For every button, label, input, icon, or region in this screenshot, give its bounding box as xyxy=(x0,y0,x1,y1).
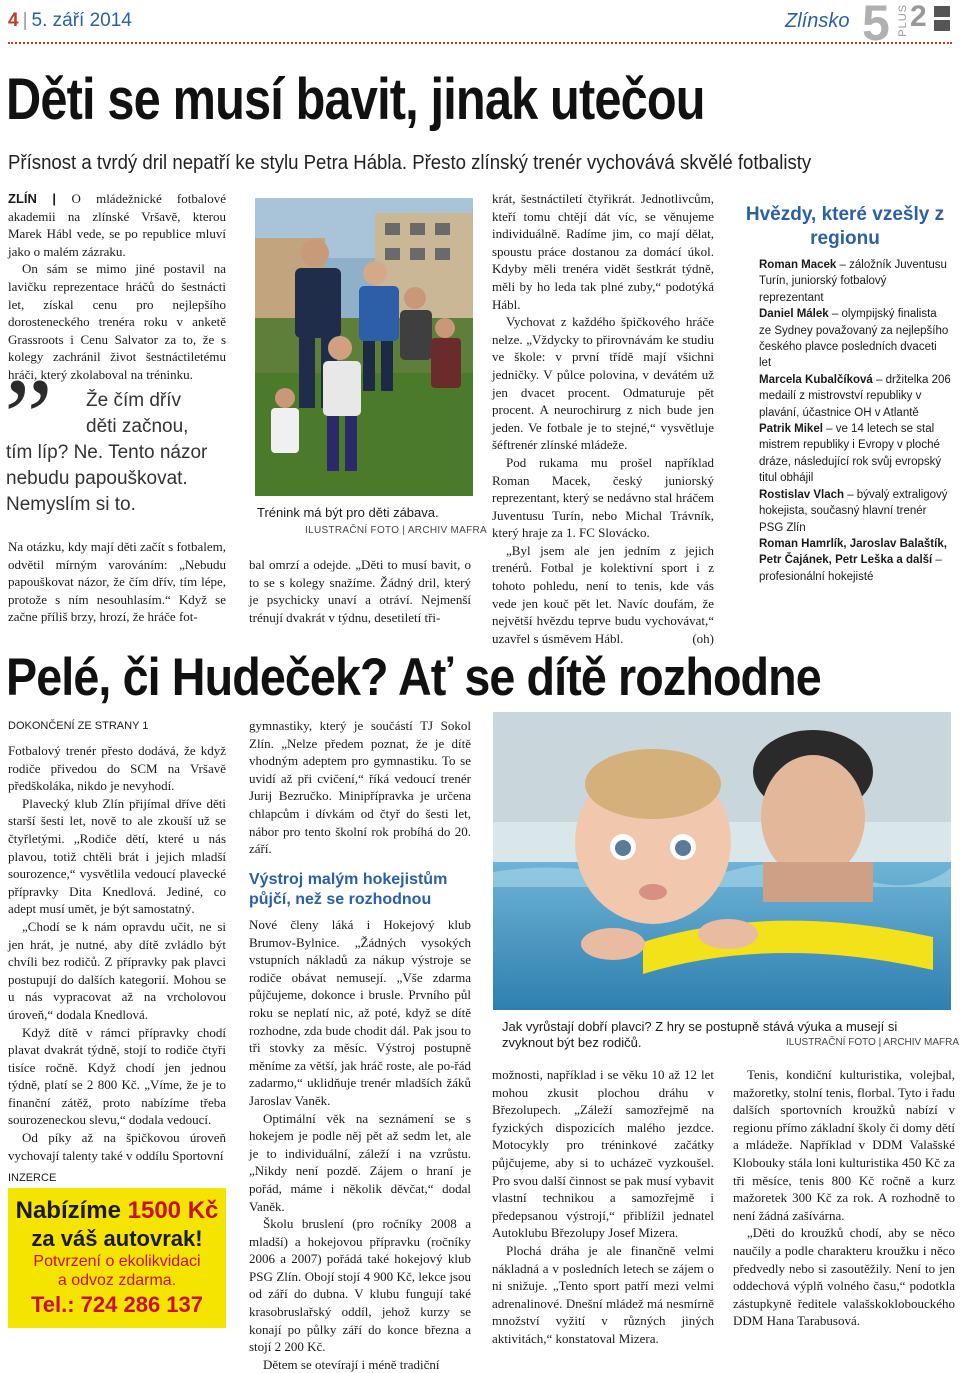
paragraph: „Byl jsem ale jen jedním z jejich trenérů. Fotbal je kolektivní sport i z tohoto pohledu, není to tenis, kde vás vede jen kouč pět let. Navíc doufám, že největší hvězdu teprve budu vychovávat,“ uzavřel s úsměvem Hábl. (oh) xyxy=(492,542,714,646)
paragraph: Vychovat z každého špičkového hráče nelze. „Vždycky to přirovnávám ke studiu ve škole: v první třídě mají všichni jedničky. V půlce polovina, v devátém už jen dvacet procent. Odmaturuje pět procent. A neurochirurg z nich bude jen jeden. Ve fotbale je to stejné,“ vysvětluje šéftrenér zlínské mládeže. xyxy=(492,314,714,453)
continuation-label: DOKONČENÍ ZE STRANY 1 xyxy=(8,720,149,732)
second-headline: Pelé, či Hudeček? Ať se dítě rozhodne xyxy=(6,648,821,707)
section-logo-plus: PLUS xyxy=(897,4,909,37)
photo-credit: ILUSTRAČNÍ FOTO | ARCHIV MAFRA xyxy=(305,525,487,536)
article2-column-2 xyxy=(249,717,471,858)
paragraph: bal omrzí a odejde. „Děti to musí bavit, o to se s kolegy snažíme. Žádný dril, který je psychicky unaví a otráví. Nejmenší trénují dvakrát v týdnu, desetiletí tři- xyxy=(249,557,471,625)
sidebar-title: Hvězdy, které vzešly z regionu xyxy=(745,204,945,249)
paragraph: gymnastiky, který je součástí TJ Sokol Zlín. „Nelze předem poznat, že je dítě vhodným adeptem pro gymnastiku. To se uvidí až při cvičení,“ říká vedoucí trenér Jurij Bezručko. Minipřípravka je určena chlapcům i dívkám od čtyř do šesti let, nábor pro tento školní rok probíhá do 20. září. xyxy=(249,718,471,857)
photo-caption: Trénink má být pro děti zábava. xyxy=(257,505,439,520)
page-number: 4 xyxy=(8,10,19,31)
ad-label: INZERCE xyxy=(8,1172,57,1184)
paragraph: „Děti do kroužků chodí, aby se něco naučily a podle charakteru kroužku i něco předvedly nebo si zasoutěžily. Není to jen oddechová výplň volného času,“ podotkla zástupkyně ředitele valašskoklobouckého DDM Hana Tarabusová. xyxy=(733,1225,955,1329)
sidebar-list xyxy=(739,257,951,585)
article2-column-4 xyxy=(733,1066,955,1330)
sidebar-entry: Roman Macek – záložník Juventusu Turín, juniorský fotbalový reprezentant xyxy=(759,259,947,304)
paragraph: Dětem se otevírají i méně tradiční xyxy=(263,1356,440,1372)
quote-line: děti začnou, xyxy=(86,416,189,437)
header-divider xyxy=(8,42,952,44)
stars-sidebar xyxy=(739,203,951,585)
quote-line: Že čím dřív xyxy=(86,390,182,411)
paragraph: Plavecký klub Zlín přijímal dříve děti starší šesti let, nově to ale zkouší už se čtyřletými. „Rodiče dětí, které u nás plavou, totiž chtěli brát i jejich mladší sourozence,“ vysvětlila vedoucí plavecké přípravky Dita Knedlová. Jediné, co adept musí umět, je být samostatný. xyxy=(8,795,226,917)
paragraph: Na otázku, kdy mají děti začít s fotbalem, odvětil mírným varováním: „Nebudu papouškovat názor, že čím dřív, tím lépe, protože s ním nesouhlasím.“ Když se začne příliš brzy, hrozí, že hráče fot- xyxy=(8,539,226,625)
article2-column-2-continued xyxy=(249,916,471,1373)
pull-quote xyxy=(6,388,228,518)
section-logo-two: 2 xyxy=(910,0,927,33)
paragraph: On sám se mimo jiné postavil na lavičku reprezentace hráčů do šestnácti let, získal cenu pro nejlepšího dorosteneckého trenéra roku v anketě Grassroots i Cenu Salvator za to, že s kolegy zachránil život šestnáctiletému hráči, který zkolaboval na tréninku. xyxy=(8,261,226,382)
sidebar-entry: Daniel Málek – olympijský finalista ze Sydney považovaný za nejlepšího českého plavce posledních dvaceti let xyxy=(759,308,949,370)
photo-credit: ILUSTRAČNÍ FOTO | ARCHIV MAFRA xyxy=(786,1037,959,1048)
paragraph: Plochá dráha je ale finančně velmi nákladná a v posledních letech se zájem o ni snižuje. „Tento sport patří mezi velmi adrenalinové. Dnešní mládež má nesmírně množství vyžití v různých jiných aktivitách,“ konstatoval Mizera. xyxy=(492,1242,714,1346)
sidebar-entry: Rostislav Vlach – bývalý extraligový hokejista, současný hlavní trenér PSG Zlín xyxy=(759,488,948,534)
lead-paragraph: O mládežnické fotbalové akademii na zlínské Vršavě, kterou Marek Hábl vede, se po republice mluví jako o malém zázraku. xyxy=(8,191,226,259)
ad-phone: Tel.: 724 286 137 xyxy=(30,1292,204,1317)
paragraph: krát, šestnáctiletí čtyřikrát. Jednotlivcům, kteří tomu chtějí dát víc, se věnujeme individuálně. Radíme jim, co mají dělat, spoustu práce dostanou za domácí úkol. Kdyby měli trenéra vidět šestkrát týdně, měli by ho leda tak plné zuby,“ podotýká Hábl. xyxy=(492,191,714,312)
quote-mark-icon: ” xyxy=(4,356,53,478)
article1-column-1: ZLÍN | O mládežnické fotbalové akademii na zlínské Vršavě, kterou Marek Hábl vede, se po republice mluví jako o malém zázraku. On sám se mimo jiné postavil na lavičku reprezentace hráčů do šestnácti let, získal cenu pro nejlepšího dorosteneckého trenéra roku v anketě Grassroots i Cenu Salvator za to, že s kolegy zachránil život šestnáctiletému hráči, který zkolaboval na tréninku. xyxy=(8,191,226,382)
page-folio: 4 | 5. září 2014 xyxy=(8,10,132,31)
paragraph: „Chodí se k nám opravdu učit, ne si jen hrát, je nutné, aby dítě zvládlo být chvíli bez rodičů. Z přípravky pak plavci postupují do dalších kategorií. Mohou se u nás vypracovat až na vrcholovou úroveň,“ dodala Knedlová. xyxy=(8,918,226,1022)
paragraph: možnosti, například i se věku 10 až 12 let mohou zkusit plochou dráhu v Březolupech. „Záleží samozřejmě na fyzických dispozicích malého jezdce. Motocykly pro tréninkové začátky půjčujeme, aby si to ucházeč vyzkoušel. Pro svou další činnost se pak musí vybavit vlastní technikou a samozřejmě i předepsanou výstrojí,“ přiblížil jednatel Autoklubu Březolupy Josef Mizera. xyxy=(492,1067,714,1241)
car-wreck-advertisement[interactable]: Nabízíme 1500 Kč za váš autovrak! Potvrzení o ekolikvidaci a odvoz zdarma. Tel.: 724 286 137 xyxy=(8,1188,226,1328)
section-logo-digit: 5 xyxy=(862,0,890,51)
region-name: Zlínsko xyxy=(785,10,850,32)
swimming-lesson-photo xyxy=(493,712,951,1010)
main-headline: Děti se musí bavit, jinak utečou xyxy=(6,67,705,132)
sidebar-entry: Marcela Kubalčíková – držitelka 206 medailí z mistrovství republiky v plavání, účastnice OH v Atlantě xyxy=(759,373,951,419)
paragraph: Od píky až na špičkovou úroveň vychovají talenty také v oddílu Sportovní xyxy=(8,1130,226,1163)
article2-subheading: Výstroj malým hokejistům půjčí, než se rozhodnou xyxy=(249,871,448,908)
subheadline: Přísnost a tvrdý dril nepatří ke stylu Petra Hábla. Přesto zlínský trenér vychovává skvělé fotbalisty xyxy=(8,152,812,174)
paragraph: Nové členy láká i Hokejový klub Brumov-Bylnice. „Žádných vysokých vstupních nákladů za nákup výstroje se rodiče obávat nemusejí. „Vše zdarma půjčujeme, dokonce i brusle. Prvního půl roku se neplatí nic, až poté, když se dítě rozhodne, zda bude chodit dál. Pak jsou to tři stovky za měsíc. Výstroj postupně měníme za větší, jak hráč roste, ale po-řád zadarmo,“ uklidňuje trenér mladších žáků Jaroslav Vaněk. xyxy=(249,917,471,1108)
dateline: ZLÍN xyxy=(8,191,37,206)
quote-rest: tím líp? Ne. Tento názor nebudu papouškovat. Nemyslím si to. xyxy=(6,442,208,515)
paragraph: Fotbalový trenér přesto dodává, že když rodiče přivedou do SCM na Vršavě předškoláka, nikdo je nevyhodí. xyxy=(8,743,226,794)
article2-column-1 xyxy=(8,742,226,1164)
paragraph: Tenis, kondiční kulturistika, volejbal, mažoretky, stolní tenis, florbal. Tyto i řadu dalších sportovních kroužků nabízí v regionu přímo základní školy či domy dětí a mládeže. Například v DDM Valašské Klobouky stála loni kulturistika 450 Kč za tři měsíce, tenis 800 Kč ročně a kurz mažoretek 300 Kč za rok. A rozhodně to není žádná zašívárna. xyxy=(733,1067,955,1223)
sidebar-entry: Patrik Mikel – ve 14 letech se stal mistrem republiky i Evropy v ploché dráze, následující rok svůj evropský titul obhájil xyxy=(759,423,942,485)
paragraph: Pod rukama mu prošel například Roman Macek, český juniorský reprezentant, který se nedávno stal hráčem Juventusu Turín, nebo Michal Trávník, který hraje za 1. FC Slovácko. xyxy=(492,454,714,541)
logo-bars-icon xyxy=(934,6,950,34)
paragraph: Optimální věk na seznámení se s hokejem je podle něj pět až sedm let, ale je to individuální, záleží i na vzrůstu. „Nikdy není pozdě. Zájem o hraní je pořád, máme i několik děvčat,“ dodal Vaněk. xyxy=(249,1110,471,1214)
article1-column-2 xyxy=(249,556,471,626)
paragraph: Školu bruslení (pro ročníky 2008 a mladší) a hokejovou přípravku (ročníky 2006 a 2007) pořádá také hokejový klub PSG Zlín. Obojí stojí 4 900 Kč, lekce jsou od září do dubna. V klubu fungují také krasobruslařský oddíl, jehož kurzy se konají po půlky září do konce března a stojí 2 200 Kč. xyxy=(249,1216,471,1355)
paragraph: Když dítě v rámci přípravky chodí plavat dvakrát týdně, stojí to rodiče čtyři tisíce ročně. Když chodí jen jednou týdně, platí se 2 800 Kč. „Víme, že je to finanční zátěž, proto nabízíme třeba sourozeneckou slevu,“ dodala vedoucí. xyxy=(8,1024,226,1128)
football-training-photo xyxy=(255,198,473,496)
photo-caption: Jak vyrůstají dobří plavci? Z hry se postupně stává výuka a musejí si zvyknout být bez rodičů. xyxy=(502,1019,898,1050)
article2-column-3 xyxy=(492,1066,714,1348)
article1-column-3 xyxy=(492,190,714,647)
article1-column-1-continued xyxy=(8,538,226,626)
issue-date: 5. září 2014 xyxy=(31,10,132,31)
author-initials: (oh) xyxy=(692,630,714,646)
sidebar-entry: Roman Hamrlík, Jaroslav Balaštík, Petr Čajánek, Petr Leška a další – profesionální hokejisté xyxy=(759,537,947,583)
